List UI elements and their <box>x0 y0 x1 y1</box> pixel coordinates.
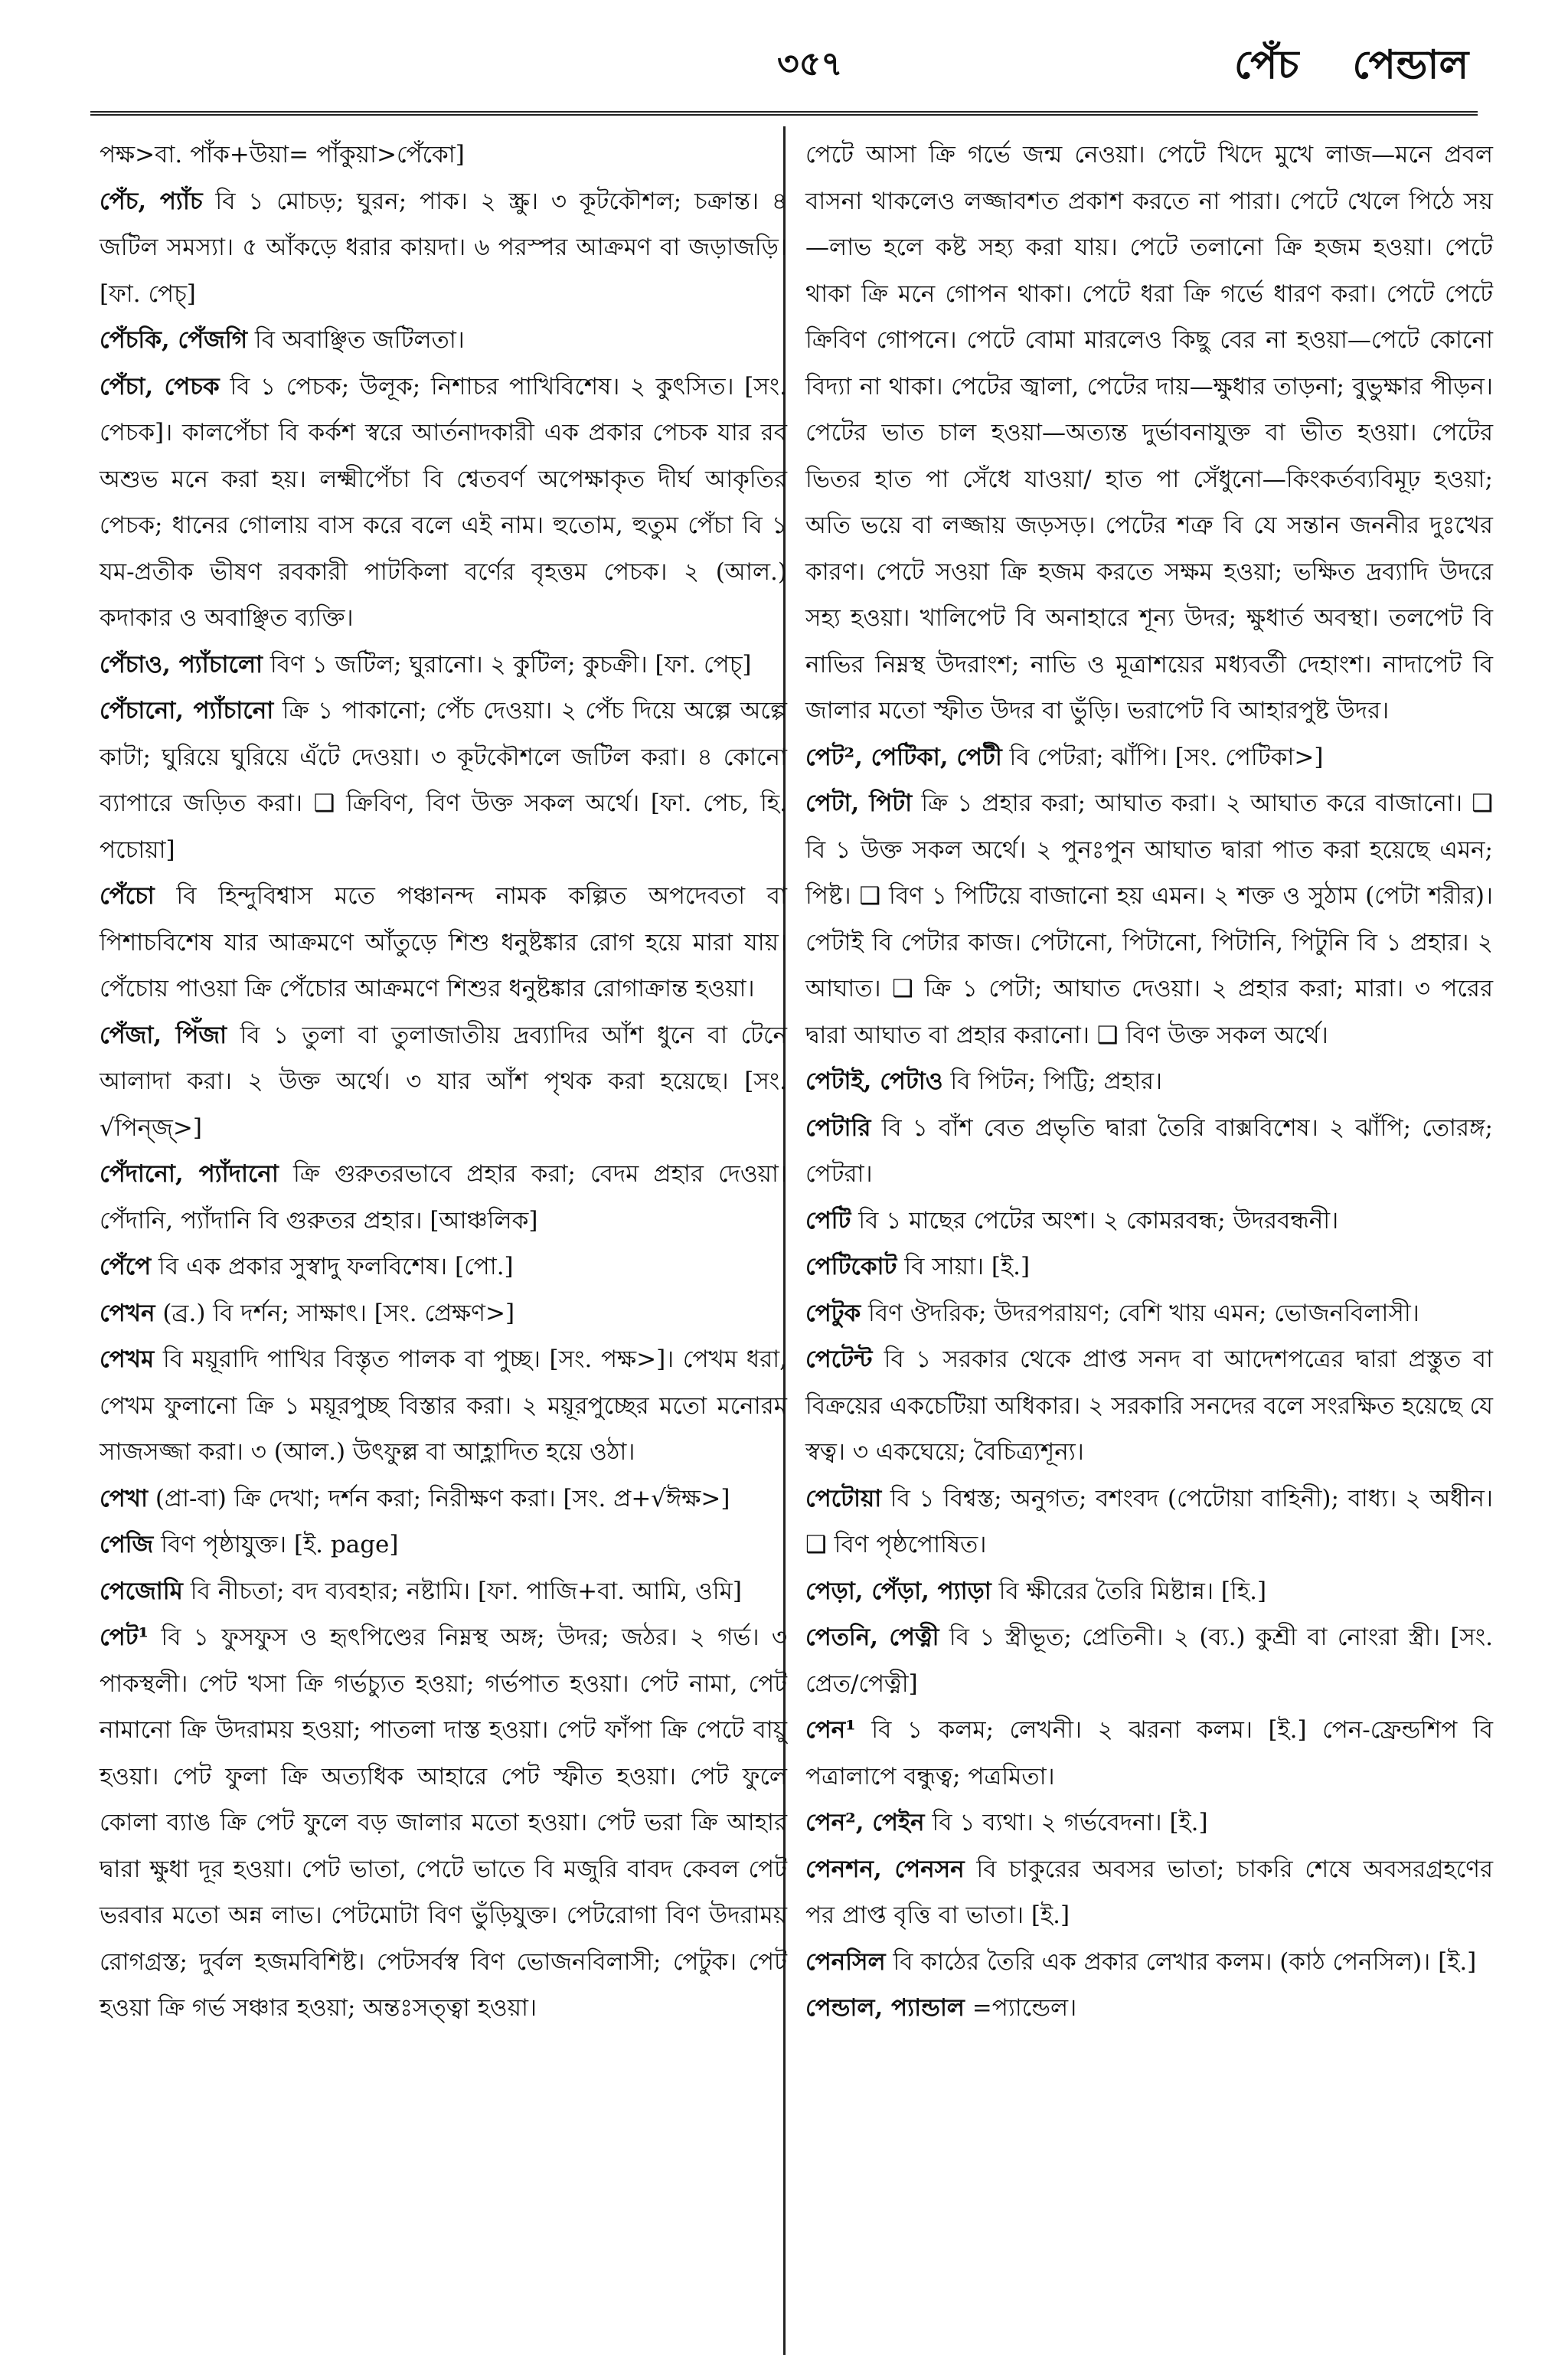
dictionary-entry <box>100 178 787 318</box>
entry-definition: বি কাঠের তৈরি এক প্রকার লেখার কলম। (কাঠ পেনসিল)। [ই.] <box>885 1947 1477 1976</box>
entry-definition: বি ১ বাঁশ বেত প্রভৃতি দ্বারা তৈরি বাক্সবিশেষ। ২ ঝাঁপি; তোরঙ্গ; পেটরা। <box>805 1113 1493 1188</box>
entry-definition: বি ময়ূরাদি পাখির বিস্তৃত পালক বা পুচ্ছ। [সং. পক্ষ>]। পেখম ধরা, পেখম ফুলানো ক্রি ১ ময়ূরপুচ্ছ বিস্তার করা। ২ ময়ূরপুচ্ছের মতো মনোরম সাজসজ্জা করা। ৩ (আল.) উৎফুল্ল বা আহ্লাদিত হয়ে ওঠা। <box>100 1346 787 1466</box>
entry-headword: পেখা <box>100 1484 148 1512</box>
entry-headword: পেজি <box>100 1531 154 1558</box>
dictionary-entry <box>100 1290 787 1337</box>
entry-definition: বিণ ঔদরিক; উদরপরায়ণ; বেশি খায় এমন; ভোজনবিলাসী। <box>861 1299 1419 1327</box>
entry-headword: পেঁচাও, প্যাঁচালো <box>100 650 263 679</box>
entry-headword: পেঁচানো, প্যাঁচানো <box>100 697 274 724</box>
entry-headword: পেন¹ <box>805 1716 856 1744</box>
entry-definition: বি ১ ফুসফুস ও হৃৎপিণ্ডের নিম্নস্থ অঙ্গ; উদর; জঠর। ২ গর্ভ। ৩ পাকস্থলী। পেট খসা ক্রি গর্ভচ্যুত হওয়া; গর্ভপাত হওয়া। পেট নামা, পেট নামানো ক্রি উদরাময় হওয়া; পাতলা দাস্ত হওয়া। পেট ফাঁপা ক্রি পেটে বায়ু হওয়া। পেট ফুলা ক্রি অত্যধিক আহারে পেট স্ফীত হওয়া। পেট ফুলে কোলা ব্যাঙ ক্রি পেট ফুলে বড় জালার মতো হওয়া। পেট ভরা ক্রি আহার দ্বারা ক্ষুধা দূর হওয়া। পেট ভাতা, পেটে ভাতে বি মজুরি বাবদ কেবল পেট ভরবার মতো অন্ন লাভ। পেটমোটা বিণ ভুঁড়িযুক্ত। পেটরোগা বিণ উদরাময় রোগগ্রস্ত; দুর্বল হজমবিশিষ্ট। পেটসর্বস্ব বিণ ভোজনবিলাসী; পেটুক। পেট হওয়া ক্রি গর্ভ সঞ্চার হওয়া; অন্তঃসত্ত্বা হওয়া। <box>100 1624 787 2022</box>
entry-definition: বি ১ স্ত্রীভূত; প্রেতিনী। ২ (ব্য.) কুশ্রী বা নোংরা স্ত্রী। [সং. প্রেত/পেত্নী] <box>805 1624 1494 1698</box>
dictionary-entry <box>805 1198 1493 1244</box>
entry-headword: পেটিকোট <box>805 1253 897 1280</box>
dictionary-entry <box>805 1568 1493 1615</box>
entry-headword: পেটি <box>805 1206 851 1234</box>
entry-headword: পেখন <box>100 1299 155 1327</box>
entry-headword: পেতনি, পেত্নী <box>805 1624 939 1651</box>
dictionary-entry <box>100 364 787 642</box>
dictionary-entry <box>805 1846 1493 1939</box>
page-number: ৩৫৭ <box>777 44 843 83</box>
dictionary-entry <box>100 1244 787 1290</box>
entry-definition: বি অবাঞ্ছিত জটিলতা। <box>247 326 465 354</box>
dictionary-entry <box>100 1476 787 1522</box>
entry-headword: পেঁচা, পেচক <box>100 372 220 401</box>
entry-headword: পেঁজা, পিঁজা <box>100 1021 227 1049</box>
entry-definition: =প্যান্ডেল। <box>964 1994 1077 2022</box>
entry-definition: ক্রি ১ পাকানো; পেঁচ দেওয়া। ২ পেঁচ দিয়ে অল্পে অল্পে কাটা; ঘুরিয়ে ঘুরিয়ে এঁটে দেওয়া। ৩ কূটকৌশলে জটিল করা। ৪ কোনো ব্যাপারে জড়িত করা। ❑ ক্রিবিণ, বিণ উক্ত সকল অর্থে। [ফা. পেচ, হি. পচোয়া] <box>100 697 787 864</box>
dictionary-entry <box>100 132 787 178</box>
entry-headword: পেঁচো <box>100 882 155 910</box>
entry-definition: বি হিন্দুবিশ্বাস মতে পঞ্চানন্দ নামক কল্পিত অপদেবতা বা পিশাচবিশেষ যার আক্রমণে আঁতুড়ে শিশু ধনুষ্টঙ্কার রোগ হয়ে মারা যায়। পেঁচোয় পাওয়া ক্রি পেঁচোর আক্রমণে শিশুর ধনুষ্টঙ্কার রোগাক্রান্ত হওয়া। <box>100 882 787 1002</box>
dictionary-entry <box>100 1012 787 1152</box>
entry-definition: (ব্র.) বি দর্শন; সাক্ষাৎ। [সং. প্রেক্ষণ>] <box>155 1299 515 1327</box>
entry-headword: পেজোমি <box>100 1577 183 1605</box>
dictionary-entry <box>805 780 1493 1058</box>
dictionary-entry <box>100 1336 787 1476</box>
entry-headword: পেটা, পিটা <box>805 790 913 817</box>
guide-word-first: পেঁচ <box>1234 41 1299 88</box>
entry-definition: বি চাকুরের অবসর ভাতা; চাকরি শেষে অবসরগ্রহণের পর প্রাপ্ত বৃত্তি বা ভাতা। [ই.] <box>805 1855 1493 1929</box>
dictionary-entry <box>100 317 787 364</box>
entry-headword: পেন্ডাল, প্যান্ডাল <box>805 1994 965 2022</box>
entry-headword: পেটারি <box>805 1113 871 1142</box>
dictionary-entry <box>805 1985 1493 2032</box>
entry-definition: পক্ষ>বা. পাঁক+উয়া= পাঁকুয়া>পেঁকো] <box>100 141 465 168</box>
entry-headword: পেন², পেইন <box>805 1809 925 1836</box>
entry-headword: পেট², পেটিকা, পেটী <box>805 743 1002 771</box>
entry-definition: বি সায়া। [ই.] <box>897 1253 1031 1280</box>
entry-headword: পেটুক <box>805 1299 861 1327</box>
dictionary-entry <box>805 1244 1493 1290</box>
entry-headword: পেটাই, পেটাও <box>805 1068 943 1095</box>
page-header <box>0 0 1568 115</box>
left-column <box>100 132 787 2032</box>
dictionary-entry <box>100 1522 787 1568</box>
guide-words <box>1234 34 1522 100</box>
dictionary-entry <box>805 1336 1493 1476</box>
dictionary-entry <box>805 1476 1493 1568</box>
entry-definition: (প্রা-বা) ক্রি দেখা; দর্শন করা; নিরীক্ষণ করা। [সং. প্র+√ঈক্ষ>] <box>147 1484 730 1512</box>
entry-definition: বি ক্ষীরের তৈরি মিষ্টান্ন। [হি.] <box>991 1577 1267 1605</box>
entry-headword: পেটেন্ট <box>805 1346 873 1373</box>
dictionary-entry <box>805 132 1493 734</box>
dictionary-entry <box>805 1105 1493 1198</box>
entry-definition: বি পেটরা; ঝাঁপি। [সং. পেটিকা>] <box>1001 743 1324 771</box>
dictionary-entry <box>805 734 1493 781</box>
dictionary-entry <box>805 1939 1493 1986</box>
dictionary-entry <box>100 688 787 873</box>
entry-headword: পেনসিল <box>805 1947 886 1976</box>
dictionary-entry <box>805 1290 1493 1337</box>
entry-definition: বিণ পৃষ্ঠাযুক্ত। [ই. page] <box>153 1531 399 1558</box>
right-column <box>805 132 1493 2032</box>
entry-definition: বি পিটন; পিট্টি; প্রহার। <box>942 1068 1163 1095</box>
guide-word-last: পেন্ডাল <box>1352 41 1469 88</box>
dictionary-entry <box>805 1800 1493 1846</box>
entry-headword: পেঁদানো, প্যাঁদানো <box>100 1160 279 1188</box>
entry-headword: পেঁচ, প্যাঁচ <box>100 187 203 215</box>
entry-definition: ক্রি গুরুতরভাবে প্রহার করা; বেদম প্রহার দেওয়া। পেঁদানি, প্যাঁদানি বি গুরুতর প্রহার। [আঞ্চলিক] <box>100 1160 787 1234</box>
entry-definition: বি এক প্রকার সুস্বাদু ফলবিশেষ। [পো.] <box>151 1253 514 1280</box>
entry-definition: বি ১ তুলা বা তুলাজাতীয় দ্রব্যাদির আঁশ ধুনে বা টেনে আলাদা করা। ২ উক্ত অর্থে। ৩ যার আঁশ পৃথক করা হয়েছে। [সং. √পিন্‌জ্‌>] <box>100 1021 787 1142</box>
entry-headword: পেঁচকি, পেঁজগি <box>100 326 248 354</box>
entry-definition: বিণ ১ জটিল; ঘুরানো। ২ কুটিল; কুচক্রী। [ফা. পেচ্‌] <box>263 650 752 679</box>
dictionary-entry <box>100 1568 787 1615</box>
entry-headword: পেটোয়া <box>805 1484 882 1512</box>
entry-definition: ক্রি ১ প্রহার করা; আঘাত করা। ২ আঘাত করে বাজানো। ❑ বি ১ উক্ত সকল অর্থে। ২ পুনঃপুন আঘাত দ্বারা পাত করা হয়েছে এমন; পিষ্ট। ❑ বিণ ১ পিটিয়ে বাজানো হয় এমন। ২ শক্ত ও সুঠাম (পেটা শরীর)। পেটাই বি পেটার কাজ। পেটানো, পিটানো, পিটানি, পিটুনি বি ১ প্রহার। ২ আঘাত। ❑ ক্রি ১ পেটা; আঘাত দেওয়া। ২ প্রহার করা; মারা। ৩ পরের দ্বারা আঘাত বা প্রহার করানো। ❑ বিণ উক্ত সকল অর্থে। <box>805 790 1493 1049</box>
dictionary-entry <box>100 642 787 688</box>
dictionary-entry <box>100 873 787 1012</box>
entry-definition: বি ১ ব্যথা। ২ গর্ভবেদনা। [ই.] <box>924 1809 1208 1836</box>
dictionary-entry <box>805 1707 1493 1800</box>
entry-definition: পেটে আসা ক্রি গর্ভে জন্ম নেওয়া। পেটে খিদে মুখে লাজ—মনে প্রবল বাসনা থাকলেও লজ্জাবশত প্রকাশ করতে না পারা। পেটে খেলে পিঠে সয়—লাভ হলে কষ্ট সহ্য করা যায়। পেটে তলানো ক্রি হজম হওয়া। পেটে থাকা ক্রি মনে গোপন থাকা। পেটে ধরা ক্রি গর্ভে ধারণ করা। পেটে পেটে ক্রিবিণ গোপনে। পেটে বোমা মারলেও কিছু বের না হওয়া—পেটে কোনো বিদ্যা না থাকা। পেটের জ্বালা, পেটের দায়—ক্ষুধার তাড়না; বুভুক্ষার পীড়ন। পেটের ভাত চাল হওয়া—অত্যন্ত দুর্ভাবনাযুক্ত বা ভীত হওয়া। পেটের ভিতর হাত পা সেঁধে যাওয়া/ হাত পা সেঁধুনো—কিংকর্তব্যবিমূঢ় হওয়া; অতি ভয়ে বা লজ্জায় জড়সড়। পেটের শত্রু বি যে সন্তান জননীর দুঃখের কারণ। পেটে সওয়া ক্রি হজম করতে সক্ষম হওয়া; ভক্ষিত দ্রব্যাদি উদরে সহ্য হওয়া। খালিপেট বি অনাহারে শূন্য উদর; ক্ষুধার্ত অবস্থা। তলপেট বি নাভির নিম্নস্থ উদরাংশ; নাভি ও মূত্রাশয়ের মধ্যবর্তী দেহাংশ। নাদাপেট বি জালার মতো স্ফীত উদর বা ভুঁড়ি। ভরাপেট বি আহারপুষ্ট উদর। <box>805 141 1493 724</box>
entry-definition: বি ১ সরকার থেকে প্রাপ্ত সনদ বা আদেশপত্রের দ্বারা প্রস্তুত বা বিক্রয়ের একচেটিয়া অধিকার। ২ সরকারি সনদের বলে সংরক্ষিত হয়েছে যে স্বত্ব। ৩ একঘেয়ে; বৈচিত্র্যশূন্য। <box>805 1346 1493 1466</box>
entry-headword: পেখম <box>100 1346 155 1373</box>
dictionary-entry <box>100 1614 787 2032</box>
dictionary-entry <box>100 1151 787 1244</box>
entry-definition: বি ১ বিশ্বস্ত; অনুগত; বশংবদ (পেটোয়া বাহিনী); বাধ্য। ২ অধীন। ❑ বিণ পৃষ্ঠপোষিত। <box>805 1484 1493 1558</box>
entry-definition: বি ১ কলম; লেখনী। ২ ঝরনা কলম। [ই.] পেন-ফ্রেন্ডশিপ বি পত্রালাপে বন্ধুত্ব; পত্রমিতা। <box>805 1716 1493 1790</box>
entry-headword: পেনশন, পেনসন <box>805 1855 965 1883</box>
entry-definition: বি ১ মোচড়; ঘুরন; পাক। ২ স্ক্রু। ৩ কূটকৌশল; চক্রান্ত। ৪ জটিল সমস্যা। ৫ আঁকড়ে ধরার কায়দা। ৬ পরস্পর আক্রমণ বা জড়াজড়ি। [ফা. পেচ্‌] <box>100 187 787 308</box>
header-rule <box>90 111 1478 116</box>
entry-definition: বি নীচতা; বদ ব্যবহার; নষ্টামি। [ফা. পাজি+বা. আমি, ওমি] <box>182 1577 742 1605</box>
dictionary-entry <box>805 1614 1493 1707</box>
entry-headword: পেড়া, পেঁড়া, প্যাড়া <box>805 1577 991 1605</box>
entry-definition: বি ১ পেচক; উলূক; নিশাচর পাখিবিশেষ। ২ কুৎসিত। [সং. পেচক]। কালপেঁচা বি কর্কশ স্বরে আর্তনাদকারী এক প্রকার পেচক যার রব অশুভ মনে করা হয়। লক্ষ্মীপেঁচা বি শ্বেতবর্ণ অপেক্ষাকৃত দীর্ঘ আকৃতির পেচক; ধানের গোলায় বাস করে বলে এই নাম। হুতোম, হুতুম পেঁচা বি ১ যম-প্রতীক ভীষণ রবকারী পাটকিলা বর্ণের বৃহত্তম পেচক। ২ (আল.) কদাকার ও অবাঞ্ছিত ব্যক্তি। <box>100 372 787 632</box>
entry-headword: পেট¹ <box>100 1624 149 1651</box>
entry-definition: বি ১ মাছের পেটের অংশ। ২ কোমরবন্ধ; উদরবন্ধনী। <box>851 1206 1339 1234</box>
entry-headword: পেঁপে <box>100 1253 152 1280</box>
dictionary-entry <box>805 1058 1493 1105</box>
